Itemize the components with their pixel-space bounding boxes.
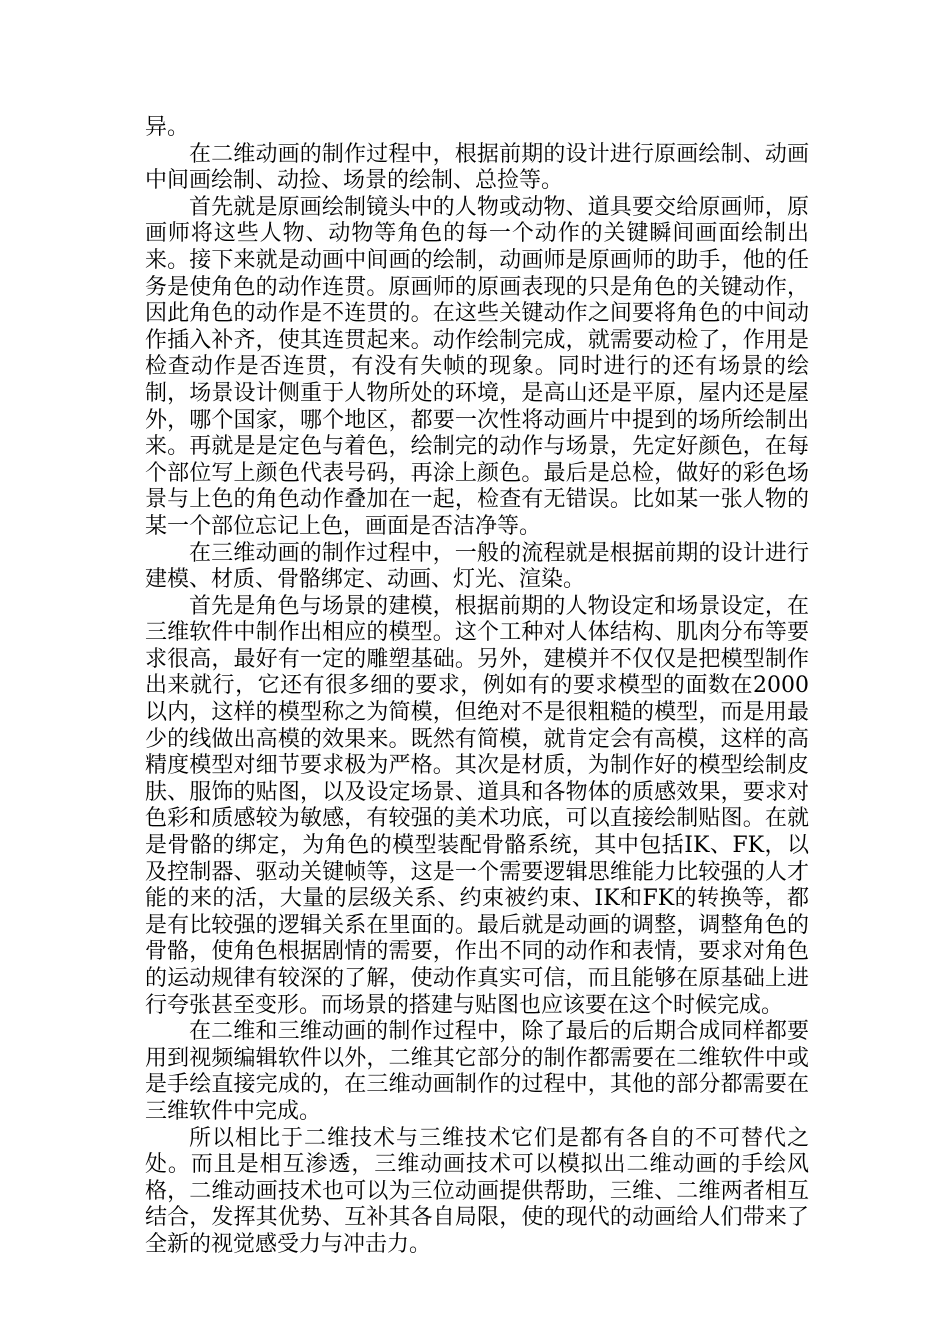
paragraph-continuation: 异。 bbox=[145, 115, 190, 140]
paragraph-2d-process-intro: 在二维动画的制作过程中，根据前期的设计进行原画绘制、动画中间画绘制、动捡、场景的绘制、总捡等。 bbox=[145, 141, 809, 194]
paragraph-comparison: 在二维和三维动画的制作过程中，除了最后的后期合成同样都要用到视频编辑软件以外，二维其它部分的制作都需要在二维软件中或是手绘直接完成的，在三维动画制作的过程中，其他的部分都需要在三维软件中完成。 bbox=[145, 1019, 809, 1124]
document-body bbox=[145, 115, 809, 1259]
paragraph-conclusion: 所以相比于二维技术与三维技术它们是都有各自的不可替代之处。而且是相互渗透，三维动画技术可以模拟出二维动画的手绘风格，二维动画技术也可以为三位动画提供帮助，三维、二维两者相互结合，发挥其优势、互补其各自局限，使的现代的动画给人们带来了全新的视觉感受力与冲击力。 bbox=[145, 1125, 809, 1257]
paragraph-3d-process-detail: 首先是角色与场景的建模，根据前期的人物设定和场景设定，在三维软件中制作出相应的模型。这个工种对人体结构、肌肉分布等要求很高，最好有一定的雕塑基础。另外，建模并不仅仅是把模型制作出来就行，它还有很多细的要求，例如有的要求模型的面数在2000以内，这样的模型称之为简模，但绝对不是很粗糙的模型，而是用最少的线做出高模的效果来。既然有简模，就肯定会有高模，这样的高精度模型对细节要求极为严格。其次是材质，为制作好的模型绘制皮肤、服饰的贴图，以及设定场景、道具和各物体的质感效果，要求对色彩和质感较为敏感，有较强的美术功底，可以直接绘制贴图。在就是骨骼的绑定，为角色的模型装配骨骼系统，其中包括IK、FK，以及控制器、驱动关键帧等，这是一个需要逻辑思维能力比较强的人才能的来的活，大量的层级关系、约束被约束、IK和FK的转换等，都是有比较强的逻辑关系在里面的。最后就是动画的调整，调整角色的骨骼，使角色根据剧情的需要，作出不同的动作和表情，要求对角色的运动规律有较深的了解，使动作真实可信，而且能够在原基础上进行夸张甚至变形。而场景的搭建与贴图也应该要在这个时候完成。 bbox=[145, 593, 809, 1018]
paragraph-3d-process-intro: 在三维动画的制作过程中，一般的流程就是根据前期的设计进行建模、材质、骨骼绑定、动画、灯光、渲染。 bbox=[145, 540, 809, 593]
paragraph-2d-process-detail: 首先就是原画绘制镜头中的人物或动物、道具要交给原画师，原画师将这些人物、动物等角色的每一个动作的关键瞬间画面绘制出来。接下来就是动画中间画的绘制，动画师是原画师的助手，他的任务是使角色的动作连贯。原画师的原画表现的只是角色的关键动作，因此角色的动作是不连贯的。在这些关键动作之间要将角色的中间动作插入补齐，使其连贯起来。动作绘制完成，就需要动检了，作用是检查动作是否连贯，有没有失帧的现象。同时进行的还有场景的绘制，场景设计侧重于人物所处的环境，是高山还是平原，屋内还是屋外，哪个国家，哪个地区，都要一次性将动画片中提到的场所绘制出来。再就是是定色与着色，绘制完的动作与场景，先定好颜色，在每个部位写上颜色代表号码，再涂上颜色。最后是总检，做好的彩色场景与上色的角色动作叠加在一起，检查有无错误。比如某一张人物的某一个部位忘记上色，画面是否洁净等。 bbox=[145, 194, 809, 539]
